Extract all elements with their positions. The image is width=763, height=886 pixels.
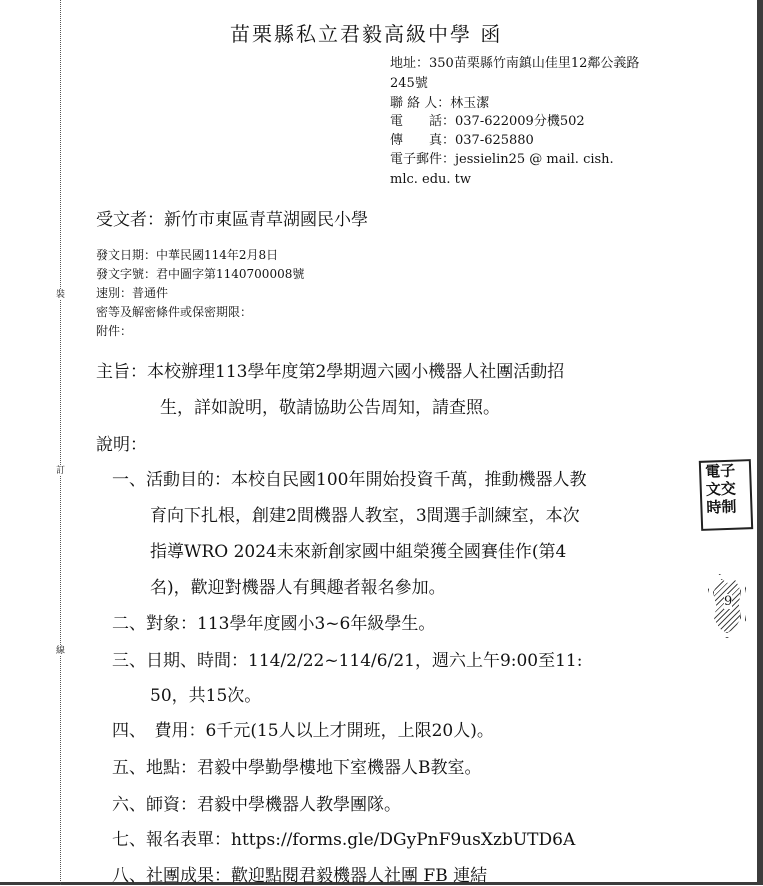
item6: 六、師資：君毅中學機器人教學團隊。: [112, 795, 401, 815]
document-number: 發文字號：君中圖字第1140700008號: [96, 267, 305, 281]
stamp-line1: 電子: [704, 461, 736, 481]
issue-date: 發文日期：中華民國114年2月8日: [96, 248, 279, 262]
item5: 五、地點：君毅中學勤學樓地下室機器人B教室。: [112, 758, 482, 778]
sender-phone: 電 話：037-622009分機502: [390, 114, 585, 129]
item1-line4: 名)，歡迎對機器人有興趣者報名參加。: [150, 578, 446, 598]
subject-line1: 主旨：本校辦理113學年度第2學期週六國小機器人社團活動招: [96, 362, 565, 382]
window-edge-right: [757, 0, 763, 885]
binding-mark-middle: 訂: [56, 466, 66, 476]
item3-line2: 50，共15次。: [150, 686, 262, 706]
item8: 八、社團成果：歡迎點閱君毅機器人社團 FB 連結: [112, 866, 488, 886]
binding-mark-top: 裝: [56, 290, 66, 300]
sender-fax: 傳 真：037-625880: [390, 133, 534, 148]
attachment: 附件：: [96, 324, 133, 338]
item7: 七、報名表單：https://forms.gle/DGyPnF9usXzbUTD6A: [112, 830, 576, 850]
sender-email-line2: mlc. edu. tw: [390, 172, 472, 187]
secrecy-level: 密等及解密條件或保密期限：: [96, 305, 253, 319]
electronic-exchange-stamp: [699, 459, 753, 531]
explanation-label: 說明：: [96, 435, 147, 455]
seal-number: 9: [724, 594, 733, 609]
item1-line1: 一、活動目的：本校自民國100年開始投資千萬，推動機器人教: [112, 470, 587, 490]
stamp-line2: 文交: [705, 479, 737, 499]
sender-address-line2: 245號: [390, 76, 428, 91]
speed-class: 速別：普通件: [96, 286, 169, 300]
item4: 四、 費用：6千元(15人以上才開班，上限20人)。: [112, 721, 494, 741]
item1-line3: 指導WRO 2024未來新創家國中組榮獲全國賽佳作(第4: [150, 542, 567, 562]
item1-line2: 育向下扎根，創建2間機器人教室，3間選手訓練室，本次: [150, 506, 580, 526]
binding-line: [60, 0, 61, 885]
item3-line1: 三、日期、時間：114/2/22~114/6/21，週六上午9:00至11:: [112, 651, 583, 671]
binding-mark-bottom: 線: [56, 646, 66, 656]
document-title: 苗栗縣私立君毅高級中學 函: [230, 22, 503, 46]
sender-address-line1: 地址：350苗栗縣竹南鎮山佳里12鄰公義路: [390, 56, 640, 71]
subject-line2: 生，詳如說明，敬請協助公告周知，請查照。: [160, 398, 500, 418]
sender-contact: 聯 絡 人：林玉潔: [390, 96, 490, 111]
sender-email-line1: 電子郵件：jessielin25 @ mail. cish.: [390, 152, 614, 167]
recipient: 受文者：新竹市東區青草湖國民小學: [96, 210, 368, 230]
stamp-line3: 時制: [706, 497, 737, 517]
item2: 二、對象：113學年度國小3~6年級學生。: [112, 614, 436, 634]
